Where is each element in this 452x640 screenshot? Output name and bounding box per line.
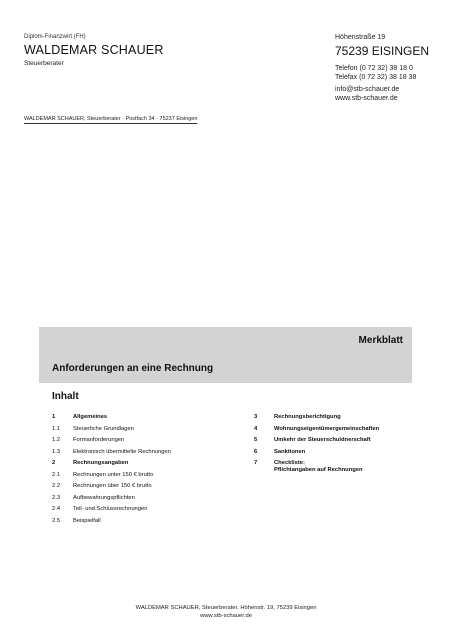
- toc-label: Teil- und Schlussrechnungen: [73, 506, 148, 512]
- title-band: [39, 327, 412, 383]
- footer-address: WALDEMAR SCHAUER, Steuerberater, Höhenstr. 19, 75239 Eisingen: [135, 605, 317, 611]
- document-subject: Anforderungen an eine Rechnung: [52, 363, 214, 374]
- toc-number: 7: [254, 460, 258, 466]
- toc-label: Rechnungsangaben: [73, 460, 129, 466]
- document-type-label: Merkblatt: [358, 335, 403, 346]
- qualification-text: Diplom-Finanzwirt (FH): [24, 34, 86, 40]
- toc-label: Steuerliche Grundlagen: [73, 425, 134, 432]
- toc-number: 2.4: [52, 506, 61, 512]
- toc-label: Rechnungsberichtigung: [274, 414, 341, 420]
- toc-number: 4: [254, 425, 258, 432]
- toc-label: Elektronisch übermittelte Rechnungen: [73, 448, 171, 455]
- toc-number: 2: [52, 460, 56, 466]
- toc-number: 2.5: [52, 517, 61, 524]
- contents-heading: Inhalt: [52, 391, 79, 402]
- footer-website[interactable]: www.stb-schauer.de: [200, 612, 252, 619]
- email-link[interactable]: info@stb-schauer.de: [335, 86, 400, 93]
- toc-number: 1: [52, 414, 56, 420]
- address-city: 75239 EISINGEN: [335, 44, 430, 58]
- toc-number: 1.3: [52, 448, 61, 455]
- toc-label: Beispielfall: [73, 517, 101, 524]
- page-footer: [0, 605, 452, 620]
- toc-number: 2.3: [52, 494, 61, 501]
- fax-text: Telefax (0 72 32) 38 18 38: [335, 74, 417, 81]
- sender-line: WALDEMAR SCHAUER, Steuerberater · Postfach 34 · 75237 Eisingen: [24, 116, 198, 122]
- role-text: Steuerberater: [24, 60, 64, 67]
- company-name: WALDEMAR SCHAUER: [24, 43, 164, 57]
- toc-label: Formanforderungen: [73, 437, 125, 443]
- toc-label: Checkliste:: [274, 460, 305, 466]
- website-link[interactable]: www.stb-schauer.de: [335, 95, 398, 102]
- toc-number: 1.1: [52, 425, 61, 432]
- toc-label: Sanktionen: [274, 448, 306, 455]
- toc-label: Allgemeines: [73, 414, 108, 420]
- toc-number: 3: [254, 414, 258, 420]
- toc-label: Pflichtangaben auf Rechnungen: [274, 467, 363, 473]
- toc-number: 2.2: [52, 483, 61, 489]
- address-street: Höhenstraße 19: [335, 34, 386, 41]
- toc-label: Rechnungen unter 150 € brutto: [73, 471, 154, 478]
- toc-label: Umkehr der Steuerschuldnerschaft: [274, 437, 371, 443]
- toc-label: Wohnungseigentümergemeinschaften: [274, 425, 380, 432]
- toc-number: 6: [254, 448, 258, 455]
- toc-number: 2.1: [52, 471, 61, 478]
- toc-number: 1.2: [52, 437, 61, 443]
- phone-text: Telefon (0 72 32) 38 18 0: [335, 65, 413, 72]
- toc-number: 5: [254, 437, 258, 443]
- toc-label: Aufbewahrungspflichten: [73, 494, 135, 501]
- toc-label: Rechnungen über 150 € brutto: [73, 483, 152, 489]
